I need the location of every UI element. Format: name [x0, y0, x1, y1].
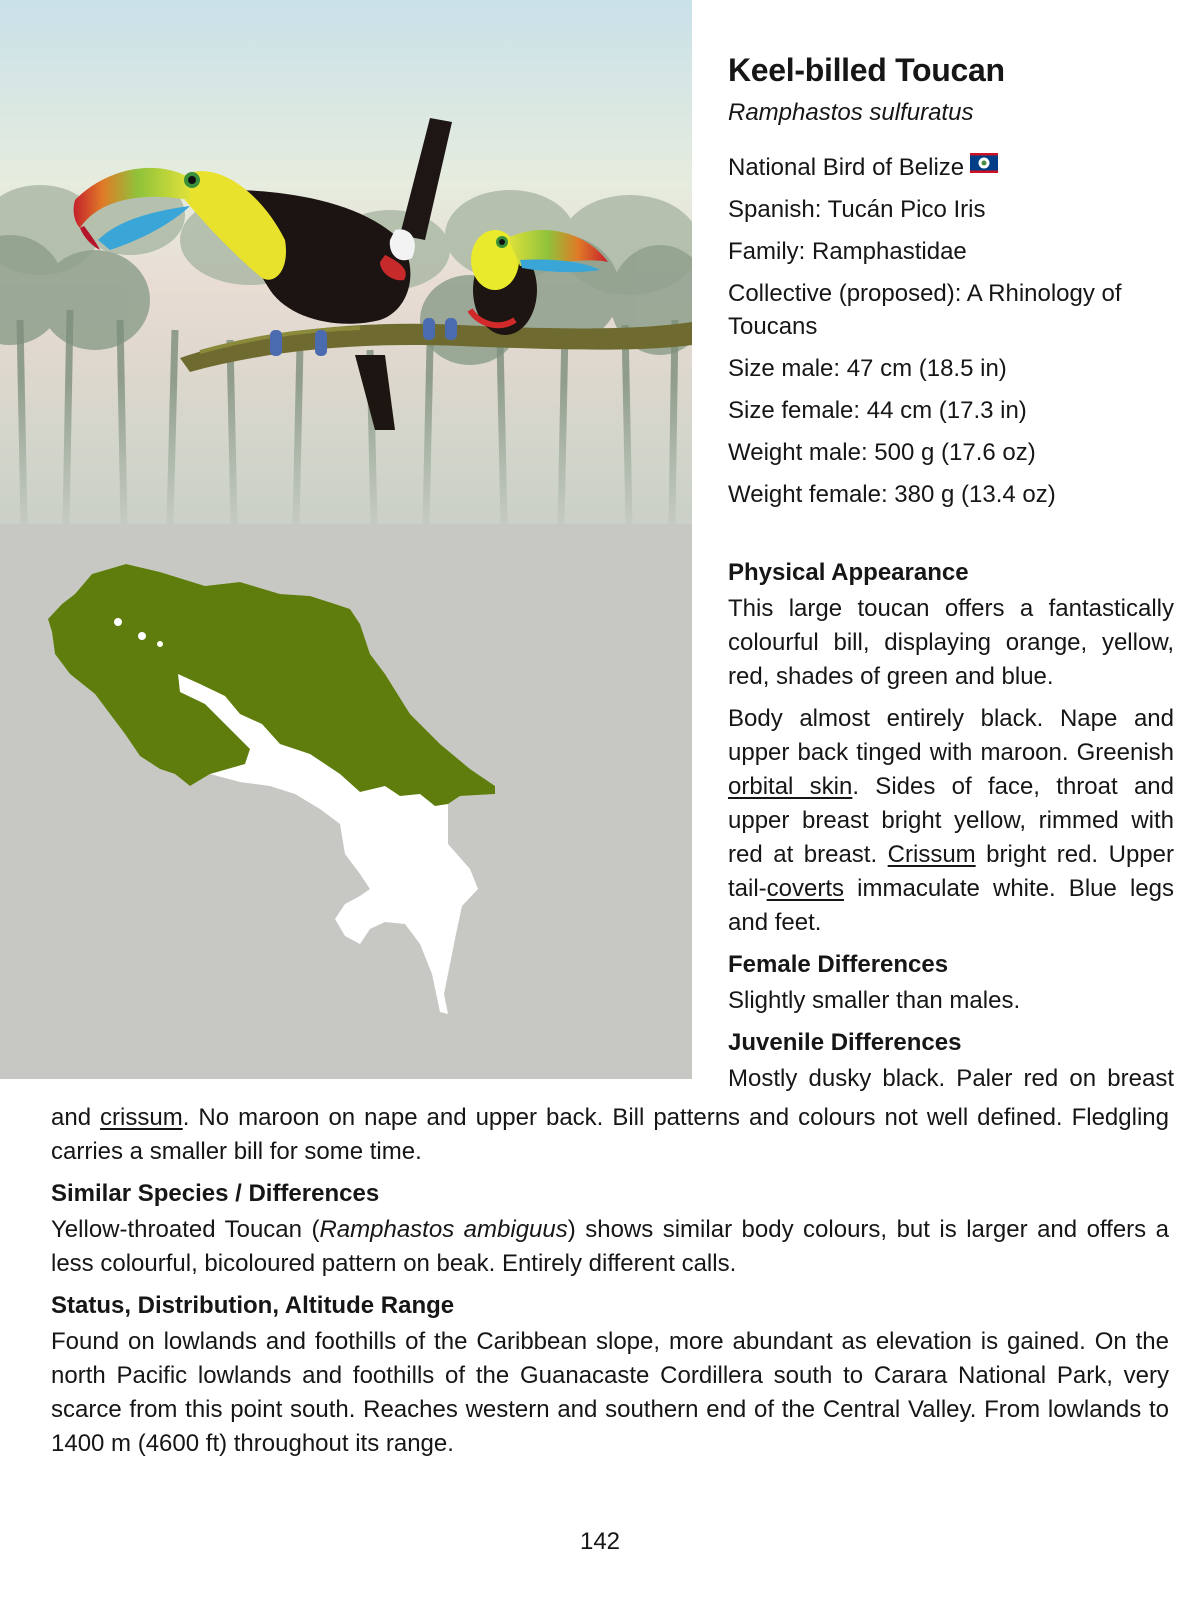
national-bird-text: National Bird of Belize [728, 154, 965, 181]
juvenile-text-b: . No maroon on nape and upper back. Bill patterns and colours not well defined. Fledgling carries a smaller bill for some time. [51, 1104, 1169, 1165]
fact-collective: Collective (proposed): A Rhinology of Toucans [728, 280, 1122, 340]
toucan-painting [0, 0, 692, 524]
fact-weight-male: Weight male: 500 g (17.6 oz) [728, 439, 1036, 466]
juvenile-line-1: Mostly dusky black. Paler red on breast [728, 1065, 1174, 1092]
similar-heading: Similar Species / Differences [51, 1180, 380, 1207]
page-number: 142 [579, 1528, 621, 1555]
similar-species-name: Ramphastos ambiguus [319, 1216, 568, 1243]
juvenile-text-a: and [51, 1104, 101, 1131]
distribution-map [0, 524, 692, 1079]
juvenile-heading: Juvenile Differences [728, 1029, 962, 1056]
physical-heading: Physical Appearance [728, 559, 969, 586]
physical-text-a: Body almost entirely black. Nape and upper back tinged with maroon. Greenish [728, 705, 1174, 766]
fact-spanish: Spanish: Tucán Pico Iris [728, 196, 986, 223]
fact-size-female: Size female: 44 cm (17.3 in) [728, 397, 1027, 424]
scientific-name: Ramphastos sulfuratus [728, 99, 974, 126]
physical-text-d: immaculate white. Blue legs and feet. [728, 875, 1174, 936]
crissum-link-2[interactable]: crissum [100, 1104, 183, 1131]
coverts-link[interactable]: coverts [766, 875, 845, 902]
fact-family: Family: Ramphastidae [728, 238, 967, 265]
physical-text-b: . Sides of face, throat and upper breast bright yellow, rimmed with red at breast. [728, 773, 1174, 868]
status-text: Found on lowlands and foothills of the Caribbean slope, more abundant as elevation is gained. On the north Pacific lowlands and foothills of the Guanacaste Cordillera south to Carara National Park, very scarce from this point south. Reaches western and southern end of the Central Valley. From lowlands to 1400 m (4600 ft) throughout its range. [51, 1328, 1169, 1457]
fact-weight-female: Weight female: 380 g (13.4 oz) [728, 481, 1056, 508]
status-heading: Status, Distribution, Altitude Range [51, 1292, 455, 1319]
national-bird-line [728, 149, 1174, 184]
juvenile-continuation [51, 1101, 1169, 1169]
belize-flag-icon [970, 149, 998, 182]
range-map [0, 524, 692, 1079]
similar-text-a: Yellow-throated Toucan ( [51, 1216, 320, 1243]
female-text: Slightly smaller than males. [728, 987, 1021, 1014]
similar-text [51, 1213, 1169, 1281]
similar-text-b: ) shows similar body colours, but is larger and offers a less colourful, bicoloured pattern on beak. Entirely different calls. [51, 1216, 1170, 1277]
orbital-skin-link[interactable]: orbital skin [728, 773, 853, 800]
toucan-illustration [0, 0, 692, 524]
female-heading: Female Differences [728, 951, 949, 978]
physical-paragraph-1: This large toucan offers a fantastically colourful bill, displaying orange, yellow, red, shades of green and blue. [728, 595, 1174, 690]
description-column [728, 556, 1174, 1096]
physical-text-c: bright red. Upper tail- [728, 841, 1174, 902]
crissum-link[interactable]: Crissum [887, 841, 976, 868]
species-info [728, 52, 1174, 520]
fact-size-male: Size male: 47 cm (18.5 in) [728, 355, 1007, 382]
species-title: Keel-billed Toucan [728, 52, 1005, 88]
full-width-text [51, 1101, 1169, 1469]
physical-paragraph-2 [728, 702, 1174, 940]
